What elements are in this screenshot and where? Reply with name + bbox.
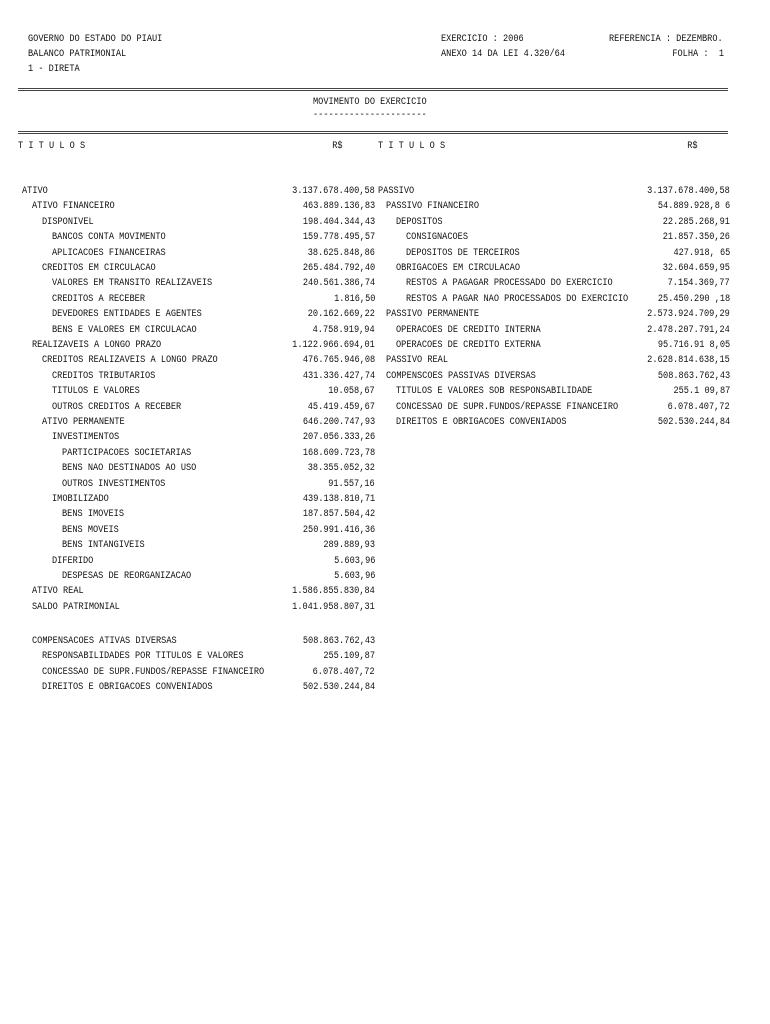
ativo-value: 198.404.344,43 <box>302 215 375 228</box>
ativo-label: VALORES EM TRANSITO REALIZAVEIS <box>52 277 213 290</box>
ativo-label: SALDO PATRIMONIAL <box>32 600 120 613</box>
ativo-value: 207.056.333,26 <box>302 431 375 444</box>
ativo-value: 289.889,93 <box>323 539 375 552</box>
ativo-label: DESPESAS DE REORGANIZACAO <box>62 570 192 582</box>
passivo-label: CONSIGNACOES <box>406 231 469 244</box>
ativo-value: 265.484.792,40 <box>302 262 375 274</box>
ativo-label: REALIZAVEIS A LONGO PRAZO <box>32 339 162 351</box>
ativo-value: 439.138.810,71 <box>302 493 375 505</box>
header-folha: FOLHA : 1 <box>672 48 724 60</box>
passivo-label: OBRIGACOES EM CIRCULACAO <box>396 262 521 274</box>
right-column-title: T I T U L O S <box>378 140 446 152</box>
ativo-label: ATIVO FINANCEIRO <box>32 200 115 213</box>
header-anexo: ANEXO 14 DA LEI 4.320/64 <box>441 48 566 60</box>
ativo-label: BENS IMOVEIS <box>62 508 125 521</box>
columns-divider <box>18 131 728 134</box>
ativo-label: BENS INTANGIVEIS <box>62 539 145 552</box>
ativo-label: DIREITOS E OBRIGACOES CONVENIADOS <box>42 681 213 694</box>
ativo-label: CREDITOS EM CIRCULACAO <box>42 262 156 274</box>
passivo-label: PASSIVO PERMANENTE <box>386 308 480 321</box>
ativo-label: CONCESSAO DE SUPR.FUNDOS/REPASSE FINANCEIRO <box>42 665 265 678</box>
ativo-value: 5.603,96 <box>333 570 375 582</box>
ativo-value: 250.991.416,36 <box>302 523 375 536</box>
passivo-label: OPERACOES DE CREDITO EXTERNA <box>396 339 541 351</box>
passivo-label: CONCESSAO DE SUPR.FUNDOS/REPASSE FINANCEIRO <box>396 400 619 413</box>
left-column-currency: R$ <box>332 140 343 152</box>
ativo-value: 463.889.136,83 <box>302 200 375 213</box>
ativo-label: IMOBILIZADO <box>52 493 109 505</box>
ativo-value: 5.603,96 <box>333 554 375 567</box>
ativo-value: 508.863.762,43 <box>302 635 375 647</box>
passivo-label: RESTOS A PAGAR NAO PROCESSADOS DO EXERCICIO <box>406 292 629 305</box>
passivo-value: 95.716.91 8,05 <box>657 339 730 351</box>
passivo-label: PASSIVO <box>378 185 415 197</box>
ativo-value: 1.816,50 <box>333 292 375 305</box>
ativo-label: BENS NAO DESTINADOS AO USO <box>62 462 197 475</box>
passivo-label: TITULOS E VALORES SOB RESPONSABILIDADE <box>396 385 593 398</box>
ativo-value: 240.561.386,74 <box>302 277 375 290</box>
ativo-value: 1.586.855.830,84 <box>292 585 375 598</box>
header-referencia: REFERENCIA : DEZEMBRO. <box>609 33 723 45</box>
movimento-title: MOVIMENTO DO EXERCICIO <box>313 96 427 108</box>
passivo-value: 22.285.268,91 <box>662 215 730 228</box>
passivo-value: 255.1 09,87 <box>673 385 730 398</box>
ativo-label: DEVEDORES ENTIDADES E AGENTES <box>52 308 202 321</box>
passivo-label: COMPENSCOES PASSIVAS DIVERSAS <box>386 369 536 382</box>
ativo-value: 159.778.495,57 <box>302 231 375 244</box>
ativo-value: 45.419.459,67 <box>307 400 375 413</box>
passivo-value: 54.889.928,8 6 <box>657 200 730 213</box>
ativo-label: DIFERIDO <box>52 554 94 567</box>
passivo-value: 2.628.814.638,15 <box>647 354 730 367</box>
ativo-value: 431.336.427,74 <box>302 369 375 382</box>
header-divider <box>18 88 728 91</box>
passivo-value: 6.078.407,72 <box>667 400 730 413</box>
passivo-value: 2.573.924.709,29 <box>647 308 730 321</box>
passivo-value: 25.450.290 ,18 <box>657 292 730 305</box>
passivo-value: 508.863.762,43 <box>657 369 730 382</box>
passivo-value: 502.530.244,84 <box>657 416 730 428</box>
ativo-value: 38.625.848,86 <box>307 246 375 259</box>
ativo-label: APLICACOES FINANCEIRAS <box>52 246 166 259</box>
passivo-label: RESTOS A PAGAGAR PROCESSADO DO EXERCICIO <box>406 277 613 290</box>
ativo-value: 1.041.958.807,31 <box>292 600 375 613</box>
ativo-value: 91.557,16 <box>328 477 375 490</box>
ativo-label: CREDITOS TRIBUTARIOS <box>52 369 156 382</box>
ativo-value: 6.078.407,72 <box>312 665 375 678</box>
ativo-label: BENS MOVEIS <box>62 523 119 536</box>
movimento-underline: ---------------------- <box>313 109 427 121</box>
header-entity: 1 - DIRETA <box>28 63 80 75</box>
ativo-value: 38.355.052,32 <box>307 462 375 475</box>
header-government: GOVERNO DO ESTADO DO PIAUI <box>28 33 163 45</box>
passivo-label: DEPOSITOS DE TERCEIROS <box>406 246 520 259</box>
ativo-label: ATIVO REAL <box>32 585 84 598</box>
ativo-label: BANCOS CONTA MOVIMENTO <box>52 231 166 244</box>
ativo-value: 3.137.678.400,58 <box>292 185 375 197</box>
passivo-label: DIREITOS E OBRIGACOES CONVENIADOS <box>396 416 567 428</box>
passivo-value: 7.154.369,77 <box>667 277 730 290</box>
ativo-label: CREDITOS A RECEBER <box>52 292 146 305</box>
ativo-value: 476.765.946,08 <box>302 354 375 367</box>
right-column-currency: R$ <box>687 140 698 152</box>
passivo-value: 3.137.678.400,58 <box>647 185 730 197</box>
passivo-label: DEPOSITOS <box>396 215 443 228</box>
passivo-label: PASSIVO REAL <box>386 354 449 367</box>
ativo-value: 502.530.244,84 <box>302 681 375 694</box>
ativo-label: CREDITOS REALIZAVEIS A LONGO PRAZO <box>42 354 218 367</box>
ativo-value: 187.857.504,42 <box>302 508 375 521</box>
ativo-label: OUTROS CREDITOS A RECEBER <box>52 400 182 413</box>
ativo-label: BENS E VALORES EM CIRCULACAO <box>52 323 197 336</box>
ativo-label: INVESTIMENTOS <box>52 431 120 444</box>
ativo-value: 10.058,67 <box>328 385 375 398</box>
ativo-label: ATIVO PERMANENTE <box>42 416 125 428</box>
passivo-value: 427.918, 65 <box>673 246 730 259</box>
ativo-label: PARTICIPACOES SOCIETARIAS <box>62 446 192 459</box>
header-report-name: BALANCO PATRIMONIAL <box>28 48 127 60</box>
ativo-label: DISPONIVEL <box>42 215 94 228</box>
ativo-label: ATIVO <box>22 185 48 197</box>
passivo-label: OPERACOES DE CREDITO INTERNA <box>396 323 541 336</box>
ativo-label: TITULOS E VALORES <box>52 385 140 398</box>
ativo-value: 4.758.919,94 <box>312 323 375 336</box>
ativo-value: 20.162.669,22 <box>307 308 375 321</box>
ativo-value: 168.609.723,78 <box>302 446 375 459</box>
left-column-title: T I T U L O S <box>18 140 86 152</box>
passivo-value: 2.478.207.791,24 <box>647 323 730 336</box>
passivo-value: 32.604.659,95 <box>662 262 730 274</box>
ativo-value: 1.122.966.694,01 <box>292 339 375 351</box>
ativo-label: OUTROS INVESTIMENTOS <box>62 477 166 490</box>
ativo-label: COMPENSACOES ATIVAS DIVERSAS <box>32 635 177 647</box>
ativo-value: 646.200.747,93 <box>302 416 375 428</box>
passivo-value: 21.857.350,26 <box>662 231 730 244</box>
ativo-label: RESPONSABILIDADES POR TITULOS E VALORES <box>42 650 244 663</box>
header-exercicio: EXERCICIO : 2006 <box>441 33 524 45</box>
ativo-value: 255.109,87 <box>323 650 375 663</box>
passivo-label: PASSIVO FINANCEIRO <box>386 200 480 213</box>
